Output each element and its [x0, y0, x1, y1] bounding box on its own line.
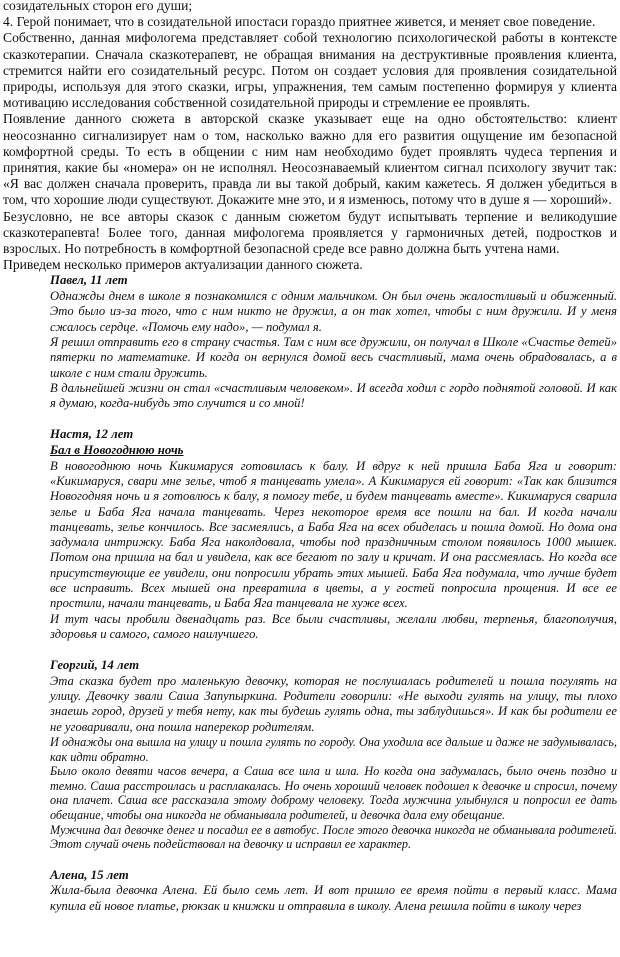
- spacer: [3, 852, 617, 868]
- story-paragraph: В новогоднюю ночь Кикимаруся готовилась к балу. И вдруг к ней пришла Баба Яга и говорит: «Кикимаруся, свари мне зелье, чтоб я танцевать умела». А Кикимаруся ей говорит: «Так как близится Новогодняя ночь и я готовлюсь к балу, я помогу тебе, и будем танцевать вместе». Кикимаруся сварила зелье и Баба Яга начала танцевать. Через некоторое время все пошли на бал. И когда начали танцевать, зелье кончилось. Все засмеялись, а Баба Яга на всех обиделась и пошла домой. Но дома она задумала интрижку. Баба Яга наколдовала, чтобы под праздничным столом появилось 1000 мышек. Потом она пришла на бал и увидела, как все бегают по залу и кричат. И она рассмеялась. Но когда все присутствующие ее увидели, они попросили убрать этих мышей. Баба Яга подумала, что лучше будет все исправить. Всех мышей она превратила в цветы, а у гостей попросила прощения. И все ее простили, начали танцевать, и Баба Яга танцевала не хуже всех.: [50, 458, 617, 611]
- story-georgiy: [50, 658, 617, 852]
- intro-paragraph: Появление данного сюжета в авторской сказке указывает еще на одно обстоятельство: клиент неосознанно сигнализирует нам о том, насколько важно для его развития ощущение им безопасной комфортной среды. То есть в общении с ним нам необходимо будет проявлять чудеса терпения и принятия, какие бы «номера» он не исполнял. Неосознаваемый клиентом сигнал психологу звучит так: «Я вас должен сначала проверить, правда ли вы такой добрый, каким кажетесь. Я должен убедиться в том, что хорошие люди существуют. Докажите мне это, и я изменюсь, потому что в душе я — хороший».: [3, 111, 617, 208]
- story-paragraph: Мужчина дал девочке денег и посадил ее в автобус. После этого девочка никогда не обманывала родителей. Этот случай очень подействовал на девочку и исправил ее характер.: [50, 822, 617, 852]
- story-paragraph: И однажды она вышла на улицу и пошла гулять по городу. Она уходила все дальше и даже не задумывалась, как идти обратно.: [50, 734, 617, 764]
- story-paragraph: Я решил отправить его в страну счастья. Там с ним все дружили, он получал в Школе «Счастье детей» пятерки по математике. И когда он вернулся домой весь счастливый, мама очень обрадовалась, а в школе с ним стали дружить.: [50, 334, 617, 380]
- story-title: Бал в Новогоднюю ночь: [50, 443, 184, 458]
- spacer: [3, 411, 617, 427]
- story-pavel: [50, 273, 617, 411]
- story-author: Алена, 15 лет: [50, 867, 129, 882]
- intro-paragraph: Приведем несколько примеров актуализации данного сюжета.: [3, 257, 363, 273]
- spacer: [3, 642, 617, 658]
- story-paragraph: В дальнейшей жизни он стал «счастливым человеком». И всегда ходил с гордо поднятой головой. И как я думаю, когда-нибудь это случится и со мной!: [50, 380, 617, 411]
- intro-paragraph: созидательных сторон его души;: [3, 0, 193, 13]
- story-paragraph: Эта сказка будет про маленькую девочку, которая не послушалась родителей и пошла погулять на улицу. Девочку звали Саша Запупыркина. Родители говорили: «Не выходи гулять на улицу, ты плохо знаешь город, друзей у тебя нету, как ты будешь гулять одна, ты заблудишься». И как бы родители ее не уговаривали, она пошла наперекор родителям.: [50, 673, 617, 734]
- story-nastya: [50, 427, 617, 642]
- story-author: Георгий, 14 лет: [50, 658, 140, 673]
- story-paragraph: И тут часы пробили двенадцать раз. Все были счастливы, желали любви, терпенья, благополучия, здоровья и самого, самого наилучшего.: [50, 611, 617, 641]
- intro-paragraph: 4. Герой понимает, что в созидательной ипостаси гораздо приятнее живется, и меняет свое поведение.: [3, 14, 596, 30]
- story-paragraph: Однажды днем в школе я познакомился с одним мальчиком. Он был очень жалостливый и обиженный. Это было из-за того, что с ним никто не дружил, а он так хотел, чтобы с ним дружили. И у меня сжалось сердце. «Помочь ему надо», — подумал я.: [50, 289, 617, 334]
- story-paragraph: Было около девяти часов вечера, а Саша все шла и шла. Но когда она задумалась, было очень поздно и темно. Саша расстроилась и расплакалась. Но очень хороший человек подошел к девочке и спросил, почему она плачет. Саша все рассказала этому доброму человеку. Тогда мужчина улыбнулся и попросил ее дать обещание, чтобы она никогда не обманывала родителей, и девочка дала ему обещание.: [50, 764, 617, 822]
- story-paragraph: Жила-была девочка Алена. Ей было семь лет. И вот пришло ее время пойти в первый класс. Мама купила ей новое платье, рюкзак и книжки и отправила в школу. Алена решила пойти в школу через: [50, 883, 617, 913]
- intro-paragraph: Безусловно, не все авторы сказок с данным сюжетом будут испытывать терпение и великодушие сказкотерапевта! Более того, данная мифологема проявляется у гармоничных детей, подростков и взрослых. Но потребность в комфортной безопасной среде все равно должна быть учтена нами.: [3, 208, 617, 257]
- intro-paragraph: Собственно, данная мифологема представляет собой технологию психологической работы в контексте сказкотерапии. Сначала сказкотерапевт, не обращая внимания на деструктивные проявления клиента, стремится найти его созидательный ресурс. Потом он создает условия для проявления созидательной природы, используя для этого сказки, игры, упражнения, тем самым постепенно формируя у клиента мотивацию исследования собственной созидательной природы и стремление ее проявлять.: [3, 30, 617, 111]
- story-alena: [50, 868, 617, 914]
- story-author: Павел, 11 лет: [50, 273, 128, 288]
- story-author: Настя, 12 лет: [50, 427, 134, 442]
